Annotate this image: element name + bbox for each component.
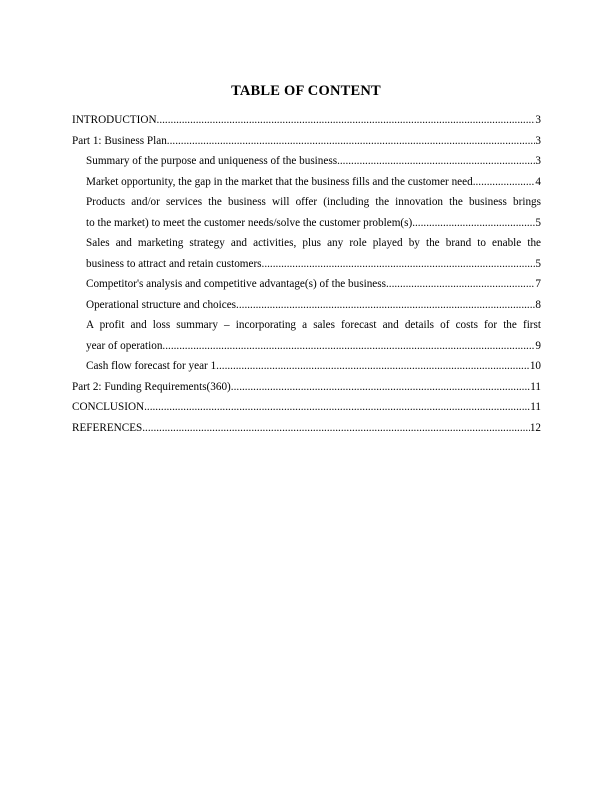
table-of-contents [72, 110, 541, 438]
toc-page-number: 3 [535, 155, 541, 167]
toc-entry-text: Part 2: Funding Requirements(360) [72, 380, 231, 393]
toc-entry-competitor-analysis[interactable] [72, 274, 541, 295]
toc-entry-text: Operational structure and choices [86, 298, 237, 311]
toc-title: TABLE OF CONTENT [231, 83, 381, 99]
toc-entry-cash-flow[interactable] [72, 356, 541, 377]
toc-page-number: 5 [535, 257, 541, 270]
toc-page-number: 12 [529, 421, 541, 434]
toc-entry-text: REFERENCES [72, 421, 143, 434]
toc-entry-operational-structure[interactable] [72, 295, 541, 316]
toc-entry-text: to the market) to meet the customer needs/solve the customer problem(s) [86, 216, 413, 229]
toc-page-number: 3 [535, 114, 541, 126]
toc-dot-leader [473, 172, 536, 193]
toc-page-number: 7 [535, 278, 541, 290]
toc-entry-text: Cash flow forecast for year 1 [86, 360, 217, 372]
toc-entry-text: CONCLUSION [72, 401, 145, 413]
toc-page-number: 4 [535, 175, 541, 188]
toc-entry-text-line1: Sales and marketing strategy and activities, plus any role played by the brand to enable the [86, 237, 541, 249]
toc-entry-profit-loss[interactable] [72, 315, 541, 356]
toc-dot-leader [162, 336, 535, 357]
toc-dot-leader [412, 213, 535, 234]
toc-entry-introduction[interactable] [72, 110, 541, 131]
toc-page-number: 5 [535, 216, 541, 229]
toc-entry-sales-marketing[interactable] [72, 233, 541, 274]
toc-entry-text: Summary of the purpose and uniqueness of the business [86, 155, 338, 167]
toc-page-number: 8 [535, 298, 541, 311]
toc-page-number: 9 [535, 339, 541, 352]
toc-entry-products-services[interactable] [72, 192, 541, 233]
toc-entry-text: INTRODUCTION [72, 114, 157, 126]
toc-entry-text-line1: A profit and loss summary – incorporating a sales forecast and details of costs for the first [86, 319, 541, 331]
toc-entry-text: year of operation [86, 339, 163, 352]
toc-dot-leader [231, 377, 530, 398]
toc-entry-text: Competitor's analysis and competitive advantage(s) of the business [86, 278, 386, 290]
toc-dot-leader [236, 295, 535, 316]
toc-dot-leader [157, 110, 536, 131]
toc-page-number: 11 [530, 380, 541, 393]
toc-dot-leader [167, 131, 536, 152]
toc-entry-conclusion[interactable] [72, 397, 541, 418]
toc-entry-summary[interactable] [72, 151, 541, 172]
toc-dot-leader [386, 274, 535, 295]
toc-entry-text: business to attract and retain customers [86, 257, 262, 270]
toc-entry-part1-business-plan[interactable] [72, 131, 541, 152]
toc-dot-leader [216, 356, 530, 377]
toc-entry-references[interactable] [72, 418, 541, 439]
toc-dot-leader [262, 254, 536, 275]
toc-page-number: 3 [535, 134, 541, 147]
toc-entry-market-opportunity[interactable] [72, 172, 541, 193]
toc-dot-leader [337, 151, 535, 172]
toc-entry-part2-funding[interactable] [72, 377, 541, 398]
toc-page-number: 11 [530, 401, 541, 413]
toc-dot-leader [144, 397, 530, 418]
toc-dot-leader [142, 418, 530, 439]
toc-entry-text: Part 1: Business Plan [72, 134, 167, 147]
toc-entry-text-line1: Products and/or services the business will offer (including the innovation the business brings [86, 196, 541, 208]
toc-entry-text: Market opportunity, the gap in the market that the business fills and the customer need [86, 175, 473, 188]
toc-page-number: 10 [529, 360, 541, 372]
